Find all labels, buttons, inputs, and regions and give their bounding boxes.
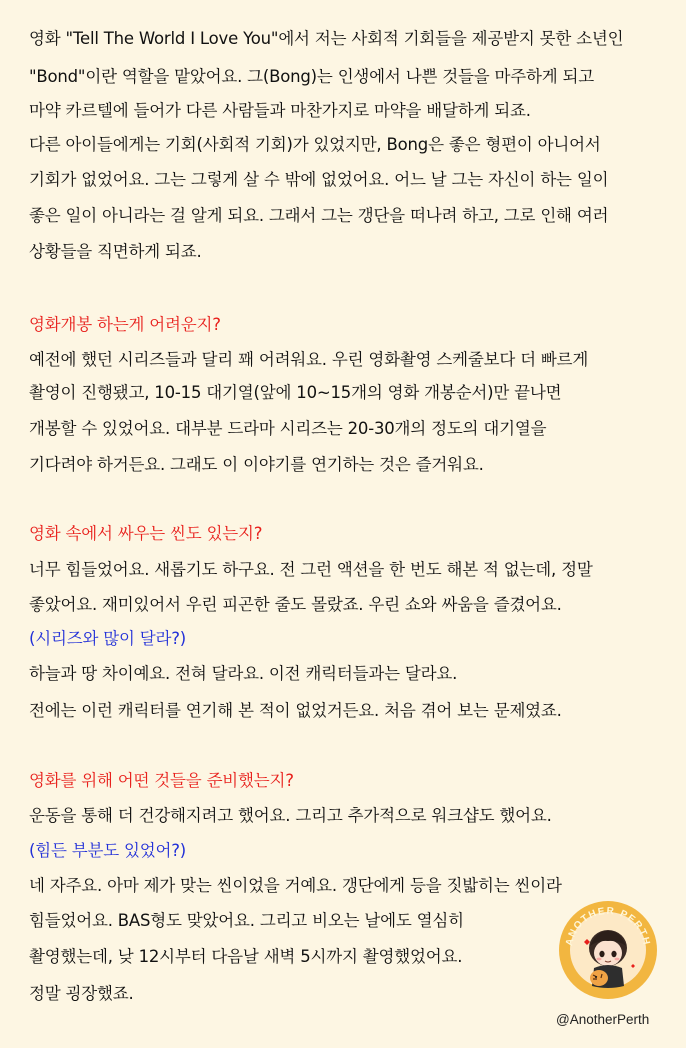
answer-fight-line-1: 너무 힘들었어요. 새롭기도 하구요. 전 그런 액션을 한 번도 해본 적 없는데, 정말 bbox=[29, 560, 593, 579]
watermark-handle: @AnotherPerth bbox=[556, 1012, 650, 1027]
answer-hard-line-1: 네 자주요. 아마 제가 맞는 씬이었을 거예요. 갱단에게 등을 짓밟히는 씬이라 bbox=[29, 876, 562, 895]
answer-hard-line-4: 정말 굉장했죠. bbox=[29, 984, 134, 1003]
answer-release-line-4: 기다려야 하거든요. 그래도 이 이야기를 연기하는 것은 즐거워요. bbox=[29, 455, 484, 474]
intro-line-4: 다른 아이들에게는 기회(사회적 기회)가 있었지만, Bong은 좋은 형편이 아니어서 bbox=[29, 135, 601, 154]
answer-series-line-2: 전에는 이런 캐릭터를 연기해 본 적이 없었거든요. 처음 겪어 보는 문제였죠. bbox=[29, 701, 562, 720]
subquestion-hard-part: (힘든 부분도 있었어?) bbox=[29, 841, 187, 860]
answer-release-line-2: 촬영이 진행됐고, 10-15 대기열(앞에 10~15개의 영화 개봉순서)만 끝나면 bbox=[29, 383, 562, 402]
question-heading-release: 영화개봉 하는게 어려운지? bbox=[29, 315, 221, 334]
intro-line-3: 마약 카르텔에 들어가 다른 사람들과 마찬가지로 마약을 배달하게 되죠. bbox=[29, 101, 531, 120]
intro-line-5: 기회가 없었어요. 그는 그렇게 살 수 밖에 없었어요. 어느 날 그는 자신이 하는 일이 bbox=[29, 170, 609, 189]
answer-prepare-line-1: 운동을 통해 더 건강해지려고 했어요. 그리고 추가적으로 워크샵도 했어요. bbox=[29, 806, 552, 825]
answer-series-line-1: 하늘과 땅 차이예요. 전혀 달라요. 이전 캐릭터들과는 달라요. bbox=[29, 664, 458, 683]
answer-release-line-1: 예전에 했던 시리즈들과 달리 꽤 어려워요. 우린 영화촬영 스케줄보다 더 빠르게 bbox=[29, 350, 589, 369]
answer-fight-line-2: 좋았어요. 재미있어서 우린 피곤한 줄도 몰랐죠. 우린 쇼와 싸움을 즐겼어요. bbox=[29, 595, 562, 614]
subquestion-series: (시리즈와 많이 달라?) bbox=[29, 629, 187, 648]
intro-line-7: 상황들을 직면하게 되죠. bbox=[29, 242, 202, 261]
question-heading-prepare: 영화를 위해 어떤 것들을 준비했는지? bbox=[29, 771, 294, 790]
answer-hard-line-2: 힘들었어요. BAS형도 맞았어요. 그리고 비오는 날에도 열심히 bbox=[29, 911, 464, 930]
intro-line-2: "Bond"이란 역할을 맡았어요. 그(Bong)는 인생에서 나쁜 것들을 마주하게 되고 bbox=[29, 67, 594, 86]
answer-release-line-3: 개봉할 수 있었어요. 대부분 드라마 시리즈는 20-30개의 정도의 대기열을 bbox=[29, 419, 547, 438]
question-heading-fight: 영화 속에서 싸우는 씬도 있는지? bbox=[29, 524, 263, 543]
badge-ring-text: ANOTHER PERTH bbox=[564, 905, 652, 948]
answer-hard-line-3: 촬영했는데, 낮 12시부터 다음날 새벽 5시까지 촬영했었어요. bbox=[29, 947, 463, 966]
watermark-badge-logo bbox=[557, 898, 659, 1002]
intro-line-6: 좋은 일이 아니라는 걸 알게 되요. 그래서 그는 갱단을 떠나려 하고, 그로 인해 여러 bbox=[29, 206, 609, 225]
intro-line-1: 영화 "Tell The World I Love You"에서 저는 사회적 기회들을 제공받지 못한 소년인 bbox=[29, 29, 624, 48]
